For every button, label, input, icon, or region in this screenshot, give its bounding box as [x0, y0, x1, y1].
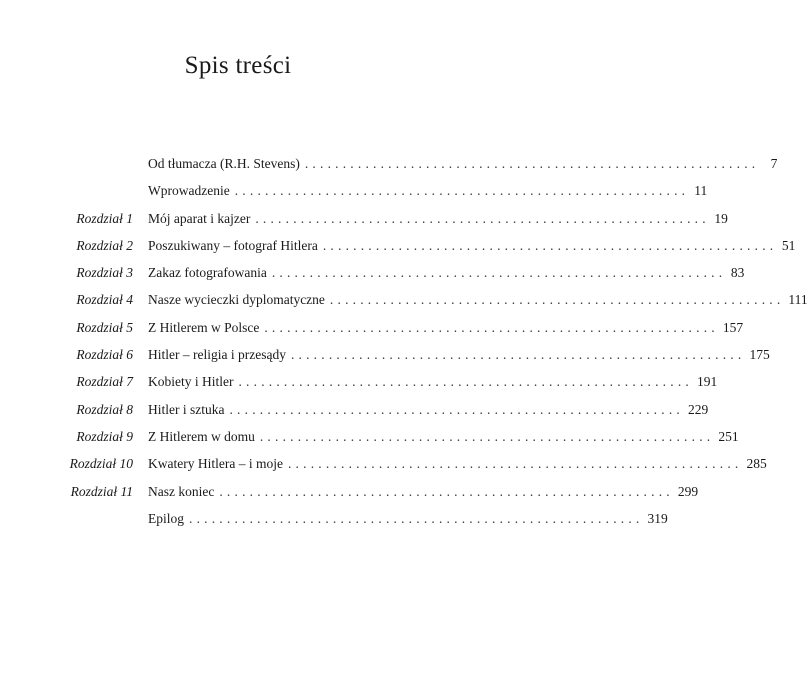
dot-leader: ............................................................: [304, 156, 760, 171]
toc-row: [0, 286, 808, 313]
page-number: 7: [770, 156, 778, 171]
toc-entry: [148, 423, 739, 450]
toc-entry: [148, 478, 699, 505]
page-number: 285: [746, 456, 767, 472]
chapter-label: Rozdział 6: [76, 347, 133, 363]
entry-title: Epilog: [148, 510, 184, 526]
entry-title: Mój aparat i kajzer: [148, 210, 251, 226]
entry-title: Wprowadzenie: [148, 183, 230, 199]
dot-leader: ............................................................: [271, 265, 727, 281]
toc-entry: [148, 286, 808, 313]
toc-entry: [148, 259, 745, 286]
toc-entry: [148, 450, 767, 477]
toc-entry: [148, 177, 708, 204]
page-number: 229: [687, 401, 709, 417]
toc-entry: [148, 205, 728, 232]
table-of-contents: [0, 150, 808, 532]
chapter-label: Rozdział 5: [76, 319, 133, 335]
dot-leader: ............................................................: [322, 237, 778, 253]
page-number: 191: [696, 374, 718, 390]
chapter-label: Rozdział 2: [76, 237, 133, 253]
entry-title: Hitler i sztuka: [148, 401, 225, 417]
toc-row: [0, 232, 796, 259]
dot-leader: ............................................................: [329, 292, 785, 308]
page-title: Spis treści: [184, 52, 292, 79]
entry-title: Od tłumacza (R.H. Stevens): [148, 156, 300, 171]
toc-entry: [148, 396, 709, 423]
toc-entry: [148, 505, 668, 532]
chapter-label: Rozdział 3: [76, 265, 133, 281]
chapter-label: Rozdział 10: [69, 456, 133, 472]
entry-title: Kwatery Hitlera – i moje: [148, 456, 283, 472]
page-number: 51: [781, 237, 796, 253]
entry-title: Hitler – religia i przesądy: [148, 347, 286, 363]
page-number: 299: [677, 483, 699, 499]
page-number: 19: [714, 210, 728, 226]
chapter-label: Rozdział 4: [76, 292, 133, 308]
entry-title: Nasze wycieczki dyplomatyczne: [148, 292, 325, 308]
dot-leader: ............................................................: [287, 456, 743, 472]
toc-entry: [148, 341, 770, 368]
chapter-label: Rozdział 9: [76, 428, 133, 444]
page-number: 157: [722, 319, 744, 335]
page-number: 175: [749, 347, 770, 363]
entry-title: Zakaz fotografowania: [148, 265, 267, 281]
dot-leader: ............................................................: [219, 483, 674, 499]
toc-row: [0, 505, 668, 532]
toc-entry: [148, 314, 744, 341]
dot-leader: ............................................................: [264, 319, 719, 335]
dot-leader: ............................................................: [189, 510, 644, 526]
dot-leader: ............................................................: [259, 428, 715, 444]
toc-row: [0, 423, 739, 450]
toc-row: [0, 368, 718, 395]
dot-leader: ............................................................: [234, 183, 690, 199]
toc-entry: [148, 368, 718, 395]
toc-row: [0, 205, 728, 232]
toc-entry: [148, 150, 778, 177]
toc-row: [0, 450, 767, 477]
dot-leader: ............................................................: [290, 347, 746, 363]
toc-row: [0, 478, 699, 505]
toc-entry: [148, 232, 796, 259]
chapter-label: Rozdział 8: [76, 401, 133, 417]
page-number: 319: [647, 510, 668, 526]
entry-title: Nasz koniec: [148, 483, 215, 499]
entry-title: Kobiety i Hitler: [148, 374, 234, 390]
dot-leader: ............................................................: [255, 210, 710, 226]
entry-title: Z Hitlerem w Polsce: [148, 319, 260, 335]
chapter-label: Rozdział 11: [70, 483, 133, 499]
page-number: 251: [718, 428, 739, 444]
entry-title: Poszukiwany – fotograf Hitlera: [148, 237, 318, 253]
dot-leader: ............................................................: [238, 374, 693, 390]
page-number: 11: [694, 183, 708, 199]
toc-row: [0, 177, 708, 204]
entry-title: Z Hitlerem w domu: [148, 428, 255, 444]
dot-leader: ............................................................: [229, 401, 684, 417]
toc-row: [0, 259, 745, 286]
toc-row: [0, 150, 778, 177]
toc-row: [0, 341, 770, 368]
page-number: 83: [730, 265, 745, 281]
toc-row: [0, 314, 744, 341]
toc-row: [0, 396, 709, 423]
chapter-label: Rozdział 7: [76, 374, 133, 390]
chapter-label: Rozdział 1: [76, 210, 133, 226]
page-number: 111: [788, 292, 808, 308]
